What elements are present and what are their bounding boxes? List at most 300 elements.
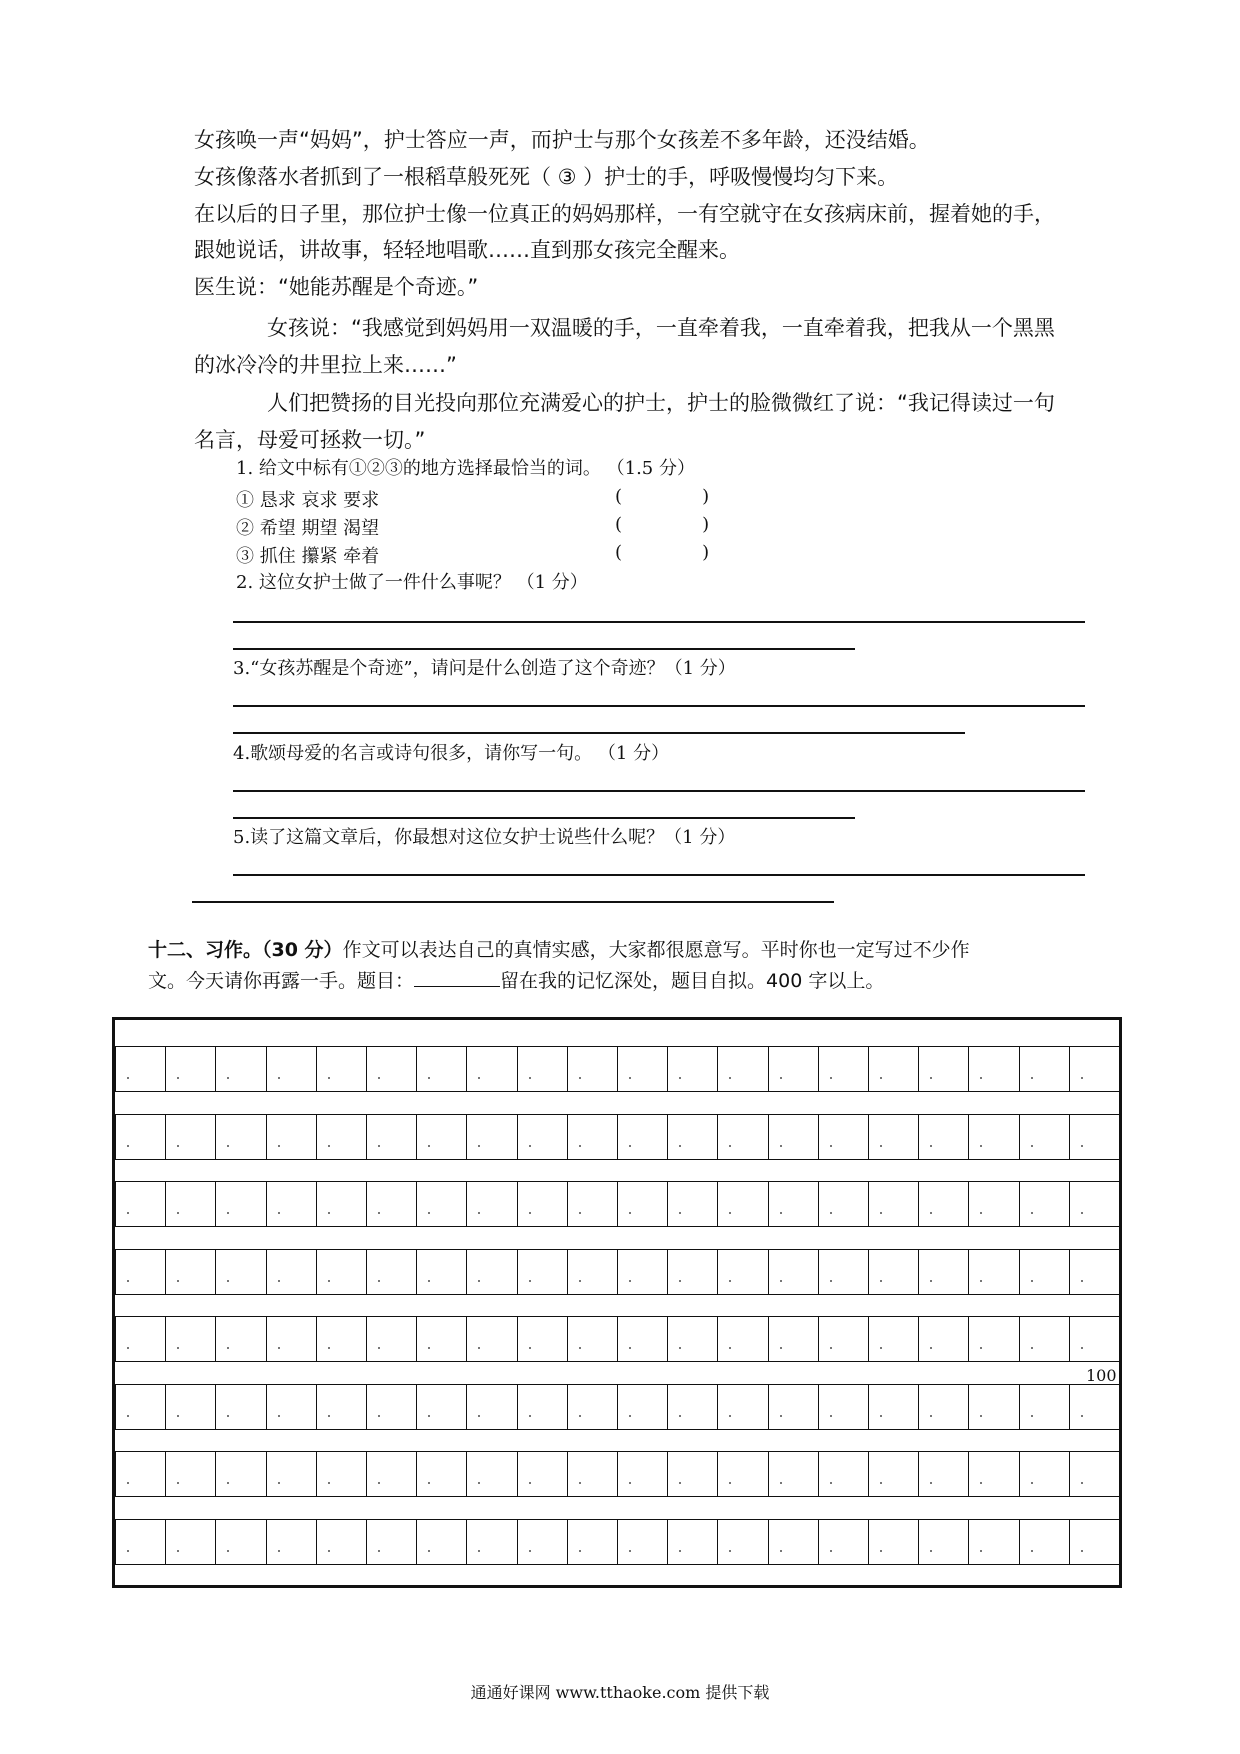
grid-cell[interactable] <box>517 1520 518 1564</box>
grid-cell[interactable] <box>868 1115 869 1159</box>
grid-cell-dot <box>127 1415 129 1417</box>
answer-line[interactable] <box>192 901 834 903</box>
grid-cell-dot <box>227 1145 229 1147</box>
grid-cell[interactable] <box>968 1250 969 1294</box>
grid-cell-dot <box>880 1482 882 1484</box>
grid-cell-dot <box>629 1280 631 1282</box>
grid-cell[interactable] <box>266 1250 267 1294</box>
grid-cell[interactable] <box>266 1452 267 1496</box>
grid-cell[interactable] <box>768 1047 769 1091</box>
grid-cell[interactable] <box>115 1317 116 1361</box>
grid-cell[interactable] <box>717 1182 718 1226</box>
grid-cell[interactable] <box>818 1317 819 1361</box>
passage-line: 女孩说：“我感觉到妈妈用一双温暖的手，一直牵着我，一直牵着我，把我从一个黑黑 <box>267 316 1055 340</box>
grid-cell-dot <box>980 1212 982 1214</box>
grid-cell[interactable] <box>466 1115 467 1159</box>
grid-cell[interactable] <box>165 1520 166 1564</box>
grid-cell-dot <box>679 1212 681 1214</box>
grid-cell[interactable] <box>215 1182 216 1226</box>
grid-cell-dot <box>980 1280 982 1282</box>
grid-cell-dot <box>1031 1550 1033 1552</box>
grid-cell[interactable] <box>1069 1317 1070 1361</box>
grid-cell[interactable] <box>416 1182 417 1226</box>
grid-cell[interactable] <box>818 1182 819 1226</box>
grid-cell-dot <box>529 1212 531 1214</box>
grid-cell-dot <box>177 1415 179 1417</box>
grid-cell-dot <box>478 1280 480 1282</box>
grid-cell[interactable] <box>968 1317 969 1361</box>
grid-cell[interactable] <box>868 1250 869 1294</box>
grid-cell-dot <box>629 1415 631 1417</box>
grid-cell-dot <box>428 1145 430 1147</box>
grid-cell[interactable] <box>968 1047 969 1091</box>
grid-cell[interactable] <box>466 1452 467 1496</box>
answer-blank-1[interactable]: ( ) <box>615 486 710 507</box>
grid-cell-dot <box>227 1077 229 1079</box>
answer-line[interactable] <box>233 790 1085 792</box>
grid-row <box>115 1046 1119 1092</box>
grid-cell[interactable] <box>667 1250 668 1294</box>
grid-cell-dot <box>679 1145 681 1147</box>
grid-cell-dot <box>177 1550 179 1552</box>
grid-row <box>115 1249 1119 1295</box>
grid-cell-dot <box>729 1145 731 1147</box>
grid-cell[interactable] <box>416 1047 417 1091</box>
grid-cell-dot <box>227 1347 229 1349</box>
grid-cell[interactable] <box>868 1317 869 1361</box>
grid-cell-dot <box>729 1415 731 1417</box>
grid-cell[interactable] <box>1069 1520 1070 1564</box>
grid-cell-dot <box>177 1212 179 1214</box>
grid-cell[interactable] <box>366 1047 367 1091</box>
grid-cell[interactable] <box>868 1182 869 1226</box>
grid-cell[interactable] <box>466 1317 467 1361</box>
grid-cell[interactable] <box>517 1250 518 1294</box>
grid-cell[interactable] <box>266 1047 267 1091</box>
grid-cell-dot <box>529 1280 531 1282</box>
grid-cell-dot <box>980 1415 982 1417</box>
grid-cell[interactable] <box>918 1452 919 1496</box>
grid-cell[interactable] <box>366 1452 367 1496</box>
grid-cell[interactable] <box>567 1317 568 1361</box>
essay-instructions <box>148 935 970 965</box>
grid-cell[interactable] <box>1019 1047 1020 1091</box>
grid-cell[interactable] <box>466 1047 467 1091</box>
grid-cell-dot <box>328 1077 330 1079</box>
grid-cell[interactable] <box>366 1520 367 1564</box>
grid-cell[interactable] <box>266 1520 267 1564</box>
grid-cell[interactable] <box>517 1047 518 1091</box>
essay-text: 作文可以表达自己的真情实感，大家都很愿意写。平时你也一定写过不少作 <box>342 939 970 961</box>
grid-cell-dot <box>328 1212 330 1214</box>
grid-cell[interactable] <box>717 1317 718 1361</box>
grid-cell[interactable] <box>165 1385 166 1429</box>
answer-line[interactable] <box>233 817 855 819</box>
passage-line: 女孩像落水者抓到了一根稻草般死死（ ③ ）护士的手，呼吸慢慢均匀下来。 <box>194 165 899 189</box>
grid-cell[interactable] <box>918 1385 919 1429</box>
question-5: 5.读了这篇文章后，你最想对这位女护士说些什么呢？（1 分） <box>233 827 736 848</box>
grid-cell[interactable] <box>818 1520 819 1564</box>
grid-cell[interactable] <box>416 1250 417 1294</box>
grid-cell[interactable] <box>1069 1182 1070 1226</box>
grid-cell-dot <box>930 1347 932 1349</box>
grid-cell-dot <box>930 1145 932 1147</box>
grid-cell[interactable] <box>215 1047 216 1091</box>
grid-cell-dot <box>980 1550 982 1552</box>
grid-cell[interactable] <box>316 1182 317 1226</box>
grid-cell-dot <box>127 1482 129 1484</box>
grid-cell[interactable] <box>466 1250 467 1294</box>
answer-line[interactable] <box>233 705 1085 707</box>
grid-cell[interactable] <box>768 1317 769 1361</box>
grid-cell-dot <box>679 1550 681 1552</box>
grid-cell-dot <box>1031 1482 1033 1484</box>
grid-cell[interactable] <box>918 1317 919 1361</box>
grid-cell-dot <box>1081 1077 1083 1079</box>
grid-cell-dot <box>1031 1145 1033 1147</box>
grid-cell-dot <box>1081 1482 1083 1484</box>
passage-line: 在以后的日子里，那位护士像一位真正的妈妈那样，一有空就守在女孩病床前，握着她的手， <box>194 202 1055 226</box>
essay-instructions-line-2 <box>148 966 884 996</box>
grid-cell[interactable] <box>1019 1520 1020 1564</box>
grid-cell[interactable] <box>567 1385 568 1429</box>
grid-row <box>115 1519 1119 1565</box>
grid-cell-dot <box>880 1145 882 1147</box>
grid-cell[interactable] <box>366 1250 367 1294</box>
grid-cell[interactable] <box>567 1520 568 1564</box>
grid-cell[interactable] <box>517 1385 518 1429</box>
grid-row <box>115 1181 1119 1227</box>
grid-cell[interactable] <box>517 1115 518 1159</box>
grid-cell-dot <box>1081 1212 1083 1214</box>
grid-cell-dot <box>127 1347 129 1349</box>
grid-cell[interactable] <box>316 1317 317 1361</box>
grid-cell[interactable] <box>768 1182 769 1226</box>
grid-cell[interactable] <box>968 1520 969 1564</box>
grid-cell-dot <box>428 1347 430 1349</box>
grid-cell[interactable] <box>366 1385 367 1429</box>
grid-cell[interactable] <box>667 1182 668 1226</box>
grid-cell-dot <box>529 1415 531 1417</box>
question-1-option-3: ③ 抓住 攥紧 牵着 <box>236 546 380 567</box>
grid-cell-dot <box>930 1415 932 1417</box>
grid-cell[interactable] <box>416 1115 417 1159</box>
grid-cell[interactable] <box>366 1115 367 1159</box>
grid-cell[interactable] <box>266 1115 267 1159</box>
grid-cell[interactable] <box>215 1385 216 1429</box>
passage-line: 人们把赞扬的目光投向那位充满爱心的护士，护士的脸微微红了说：“我记得读过一句 <box>267 391 1055 415</box>
grid-cell[interactable] <box>215 1452 216 1496</box>
grid-cell-dot <box>629 1212 631 1214</box>
grid-cell-dot <box>830 1415 832 1417</box>
grid-cell-dot <box>529 1347 531 1349</box>
grid-cell-dot <box>278 1212 280 1214</box>
grid-cell[interactable] <box>416 1520 417 1564</box>
grid-cell-dot <box>780 1212 782 1214</box>
grid-cell-dot <box>478 1212 480 1214</box>
grid-cell-dot <box>830 1077 832 1079</box>
grid-cell-dot <box>1081 1550 1083 1552</box>
grid-cell-dot <box>880 1077 882 1079</box>
grid-cell[interactable] <box>316 1047 317 1091</box>
grid-cell[interactable] <box>115 1047 116 1091</box>
grid-cell[interactable] <box>165 1452 166 1496</box>
grid-cell[interactable] <box>617 1520 618 1564</box>
passage-line: 跟她说话，讲故事，轻轻地唱歌……直到那女孩完全醒来。 <box>194 238 740 262</box>
grid-cell[interactable] <box>717 1115 718 1159</box>
grid-cell[interactable] <box>617 1182 618 1226</box>
grid-cell[interactable] <box>517 1182 518 1226</box>
grid-cell-dot <box>679 1280 681 1282</box>
grid-cell[interactable] <box>1019 1452 1020 1496</box>
grid-cell[interactable] <box>617 1452 618 1496</box>
word-count-marker: 100 <box>1086 1366 1117 1385</box>
grid-cell-dot <box>1081 1145 1083 1147</box>
grid-cell[interactable] <box>918 1520 919 1564</box>
grid-cell[interactable] <box>617 1115 618 1159</box>
grid-cell-dot <box>529 1145 531 1147</box>
answer-line[interactable] <box>233 648 855 650</box>
grid-cell[interactable] <box>617 1250 618 1294</box>
grid-cell-dot <box>830 1280 832 1282</box>
answer-blank-2[interactable]: ( ) <box>615 514 710 535</box>
grid-cell[interactable] <box>768 1250 769 1294</box>
grid-cell-dot <box>478 1145 480 1147</box>
grid-cell[interactable] <box>918 1047 919 1091</box>
grid-cell-dot <box>177 1347 179 1349</box>
grid-cell-dot <box>127 1212 129 1214</box>
grid-cell-dot <box>930 1280 932 1282</box>
grid-cell-dot <box>930 1212 932 1214</box>
grid-cell[interactable] <box>968 1385 969 1429</box>
grid-cell[interactable] <box>818 1452 819 1496</box>
grid-cell-dot <box>177 1077 179 1079</box>
grid-cell[interactable] <box>968 1115 969 1159</box>
grid-cell[interactable] <box>1019 1385 1020 1429</box>
grid-cell[interactable] <box>918 1182 919 1226</box>
question-3: 3.“女孩苏醒是个奇迹”，请问是什么创造了这个奇迹？（1 分） <box>233 658 736 679</box>
grid-cell[interactable] <box>165 1182 166 1226</box>
grid-cell[interactable] <box>316 1115 317 1159</box>
footer: 通通好课网 www.tthaoke.com 提供下载 <box>470 1683 770 1702</box>
grid-cell-dot <box>529 1482 531 1484</box>
grid-cell[interactable] <box>567 1182 568 1226</box>
grid-cell-dot <box>328 1347 330 1349</box>
grid-cell-dot <box>830 1347 832 1349</box>
grid-cell-dot <box>127 1077 129 1079</box>
grid-cell-dot <box>980 1482 982 1484</box>
grid-cell[interactable] <box>1069 1452 1070 1496</box>
grid-cell[interactable] <box>918 1115 919 1159</box>
grid-cell-dot <box>780 1415 782 1417</box>
grid-cell-dot <box>729 1077 731 1079</box>
grid-cell[interactable] <box>416 1385 417 1429</box>
grid-cell-dot <box>478 1482 480 1484</box>
grid-cell[interactable] <box>266 1317 267 1361</box>
grid-cell[interactable] <box>316 1520 317 1564</box>
grid-cell-dot <box>729 1550 731 1552</box>
essay-text: 文。今天请你再露一手。题目： <box>148 970 415 992</box>
grid-cell[interactable] <box>567 1115 568 1159</box>
answer-line[interactable] <box>233 732 965 734</box>
grid-cell[interactable] <box>115 1115 116 1159</box>
grid-cell[interactable] <box>165 1115 166 1159</box>
grid-cell[interactable] <box>868 1047 869 1091</box>
grid-cell[interactable] <box>1069 1385 1070 1429</box>
title-blank[interactable] <box>414 968 500 987</box>
grid-cell-dot <box>679 1347 681 1349</box>
grid-cell[interactable] <box>517 1452 518 1496</box>
grid-cell[interactable] <box>918 1250 919 1294</box>
grid-cell-dot <box>428 1212 430 1214</box>
passage-line: 的冰冷冷的井里拉上来……” <box>194 353 457 377</box>
grid-cell[interactable] <box>115 1452 116 1496</box>
grid-cell[interactable] <box>215 1250 216 1294</box>
grid-cell[interactable] <box>667 1385 668 1429</box>
grid-cell[interactable] <box>366 1182 367 1226</box>
grid-cell-dot <box>579 1077 581 1079</box>
grid-cell-dot <box>428 1077 430 1079</box>
grid-cell[interactable] <box>215 1520 216 1564</box>
question-1: 1. 给文中标有①②③的地方选择最恰当的词。 （1.5 分） <box>236 458 695 479</box>
grid-cell-dot <box>1031 1347 1033 1349</box>
grid-cell[interactable] <box>517 1317 518 1361</box>
grid-cell[interactable] <box>165 1250 166 1294</box>
grid-cell[interactable] <box>868 1520 869 1564</box>
grid-cell[interactable] <box>818 1385 819 1429</box>
grid-cell-dot <box>629 1482 631 1484</box>
grid-cell[interactable] <box>968 1182 969 1226</box>
grid-cell[interactable] <box>1069 1115 1070 1159</box>
grid-cell-dot <box>227 1550 229 1552</box>
grid-cell[interactable] <box>115 1250 116 1294</box>
grid-cell[interactable] <box>868 1385 869 1429</box>
grid-cell-dot <box>980 1347 982 1349</box>
grid-cell[interactable] <box>115 1182 116 1226</box>
grid-cell-dot <box>880 1347 882 1349</box>
grid-cell-dot <box>177 1482 179 1484</box>
grid-cell[interactable] <box>717 1250 718 1294</box>
grid-cell[interactable] <box>1019 1182 1020 1226</box>
grid-cell[interactable] <box>266 1182 267 1226</box>
grid-cell-dot <box>579 1550 581 1552</box>
grid-cell-dot <box>780 1347 782 1349</box>
grid-cell-dot <box>729 1212 731 1214</box>
grid-cell-dot <box>278 1077 280 1079</box>
grid-cell[interactable] <box>818 1047 819 1091</box>
grid-cell[interactable] <box>667 1047 668 1091</box>
grid-cell[interactable] <box>567 1250 568 1294</box>
grid-cell-dot <box>1081 1347 1083 1349</box>
grid-cell[interactable] <box>717 1452 718 1496</box>
grid-cell[interactable] <box>567 1047 568 1091</box>
grid-cell-dot <box>278 1415 280 1417</box>
grid-cell[interactable] <box>1019 1250 1020 1294</box>
grid-cell-dot <box>328 1415 330 1417</box>
grid-cell-dot <box>930 1550 932 1552</box>
grid-cell[interactable] <box>717 1047 718 1091</box>
grid-cell[interactable] <box>617 1047 618 1091</box>
grid-cell[interactable] <box>567 1452 568 1496</box>
answer-line[interactable] <box>233 621 1085 623</box>
grid-cell[interactable] <box>416 1452 417 1496</box>
grid-cell[interactable] <box>968 1452 969 1496</box>
grid-cell[interactable] <box>416 1317 417 1361</box>
grid-cell[interactable] <box>617 1385 618 1429</box>
grid-cell-dot <box>378 1415 380 1417</box>
grid-cell[interactable] <box>717 1385 718 1429</box>
grid-cell-dot <box>629 1077 631 1079</box>
grid-cell[interactable] <box>1019 1115 1020 1159</box>
grid-cell[interactable] <box>768 1385 769 1429</box>
grid-cell[interactable] <box>1069 1250 1070 1294</box>
grid-cell[interactable] <box>768 1452 769 1496</box>
grid-cell-dot <box>428 1415 430 1417</box>
grid-cell[interactable] <box>316 1250 317 1294</box>
grid-cell[interactable] <box>717 1520 718 1564</box>
grid-cell[interactable] <box>266 1385 267 1429</box>
grid-cell[interactable] <box>868 1452 869 1496</box>
grid-cell-dot <box>1081 1280 1083 1282</box>
composition-grid[interactable] <box>112 1017 1122 1588</box>
grid-cell[interactable] <box>366 1317 367 1361</box>
grid-cell-dot <box>729 1280 731 1282</box>
grid-cell[interactable] <box>818 1115 819 1159</box>
grid-cell[interactable] <box>1069 1047 1070 1091</box>
grid-cell-dot <box>579 1280 581 1282</box>
grid-cell-dot <box>227 1280 229 1282</box>
grid-cell[interactable] <box>667 1452 668 1496</box>
grid-cell-dot <box>278 1145 280 1147</box>
grid-cell[interactable] <box>115 1520 116 1564</box>
grid-cell[interactable] <box>617 1317 618 1361</box>
grid-cell-dot <box>127 1280 129 1282</box>
grid-cell-dot <box>880 1415 882 1417</box>
grid-cell[interactable] <box>316 1452 317 1496</box>
essay-heading: 十二、习作。（30 分） <box>148 939 343 961</box>
answer-line[interactable] <box>233 874 1085 876</box>
grid-cell-dot <box>278 1482 280 1484</box>
grid-cell-dot <box>679 1415 681 1417</box>
grid-cell-dot <box>1081 1415 1083 1417</box>
grid-cell-dot <box>378 1145 380 1147</box>
grid-cell[interactable] <box>768 1520 769 1564</box>
grid-cell-dot <box>127 1550 129 1552</box>
grid-cell-dot <box>780 1482 782 1484</box>
grid-cell[interactable] <box>165 1317 166 1361</box>
grid-cell-dot <box>227 1415 229 1417</box>
grid-cell[interactable] <box>667 1317 668 1361</box>
grid-cell[interactable] <box>466 1385 467 1429</box>
grid-cell[interactable] <box>768 1115 769 1159</box>
grid-cell[interactable] <box>316 1385 317 1429</box>
grid-cell[interactable] <box>215 1317 216 1361</box>
grid-cell-dot <box>278 1280 280 1282</box>
grid-cell[interactable] <box>466 1182 467 1226</box>
grid-cell[interactable] <box>667 1520 668 1564</box>
grid-cell[interactable] <box>466 1520 467 1564</box>
grid-cell[interactable] <box>165 1047 166 1091</box>
grid-cell[interactable] <box>1019 1317 1020 1361</box>
grid-cell-dot <box>980 1077 982 1079</box>
grid-cell[interactable] <box>215 1115 216 1159</box>
grid-row <box>115 1316 1119 1362</box>
grid-cell[interactable] <box>818 1250 819 1294</box>
grid-cell-dot <box>729 1347 731 1349</box>
grid-cell[interactable] <box>115 1385 116 1429</box>
grid-cell[interactable] <box>667 1115 668 1159</box>
answer-blank-3[interactable]: ( ) <box>615 542 710 563</box>
